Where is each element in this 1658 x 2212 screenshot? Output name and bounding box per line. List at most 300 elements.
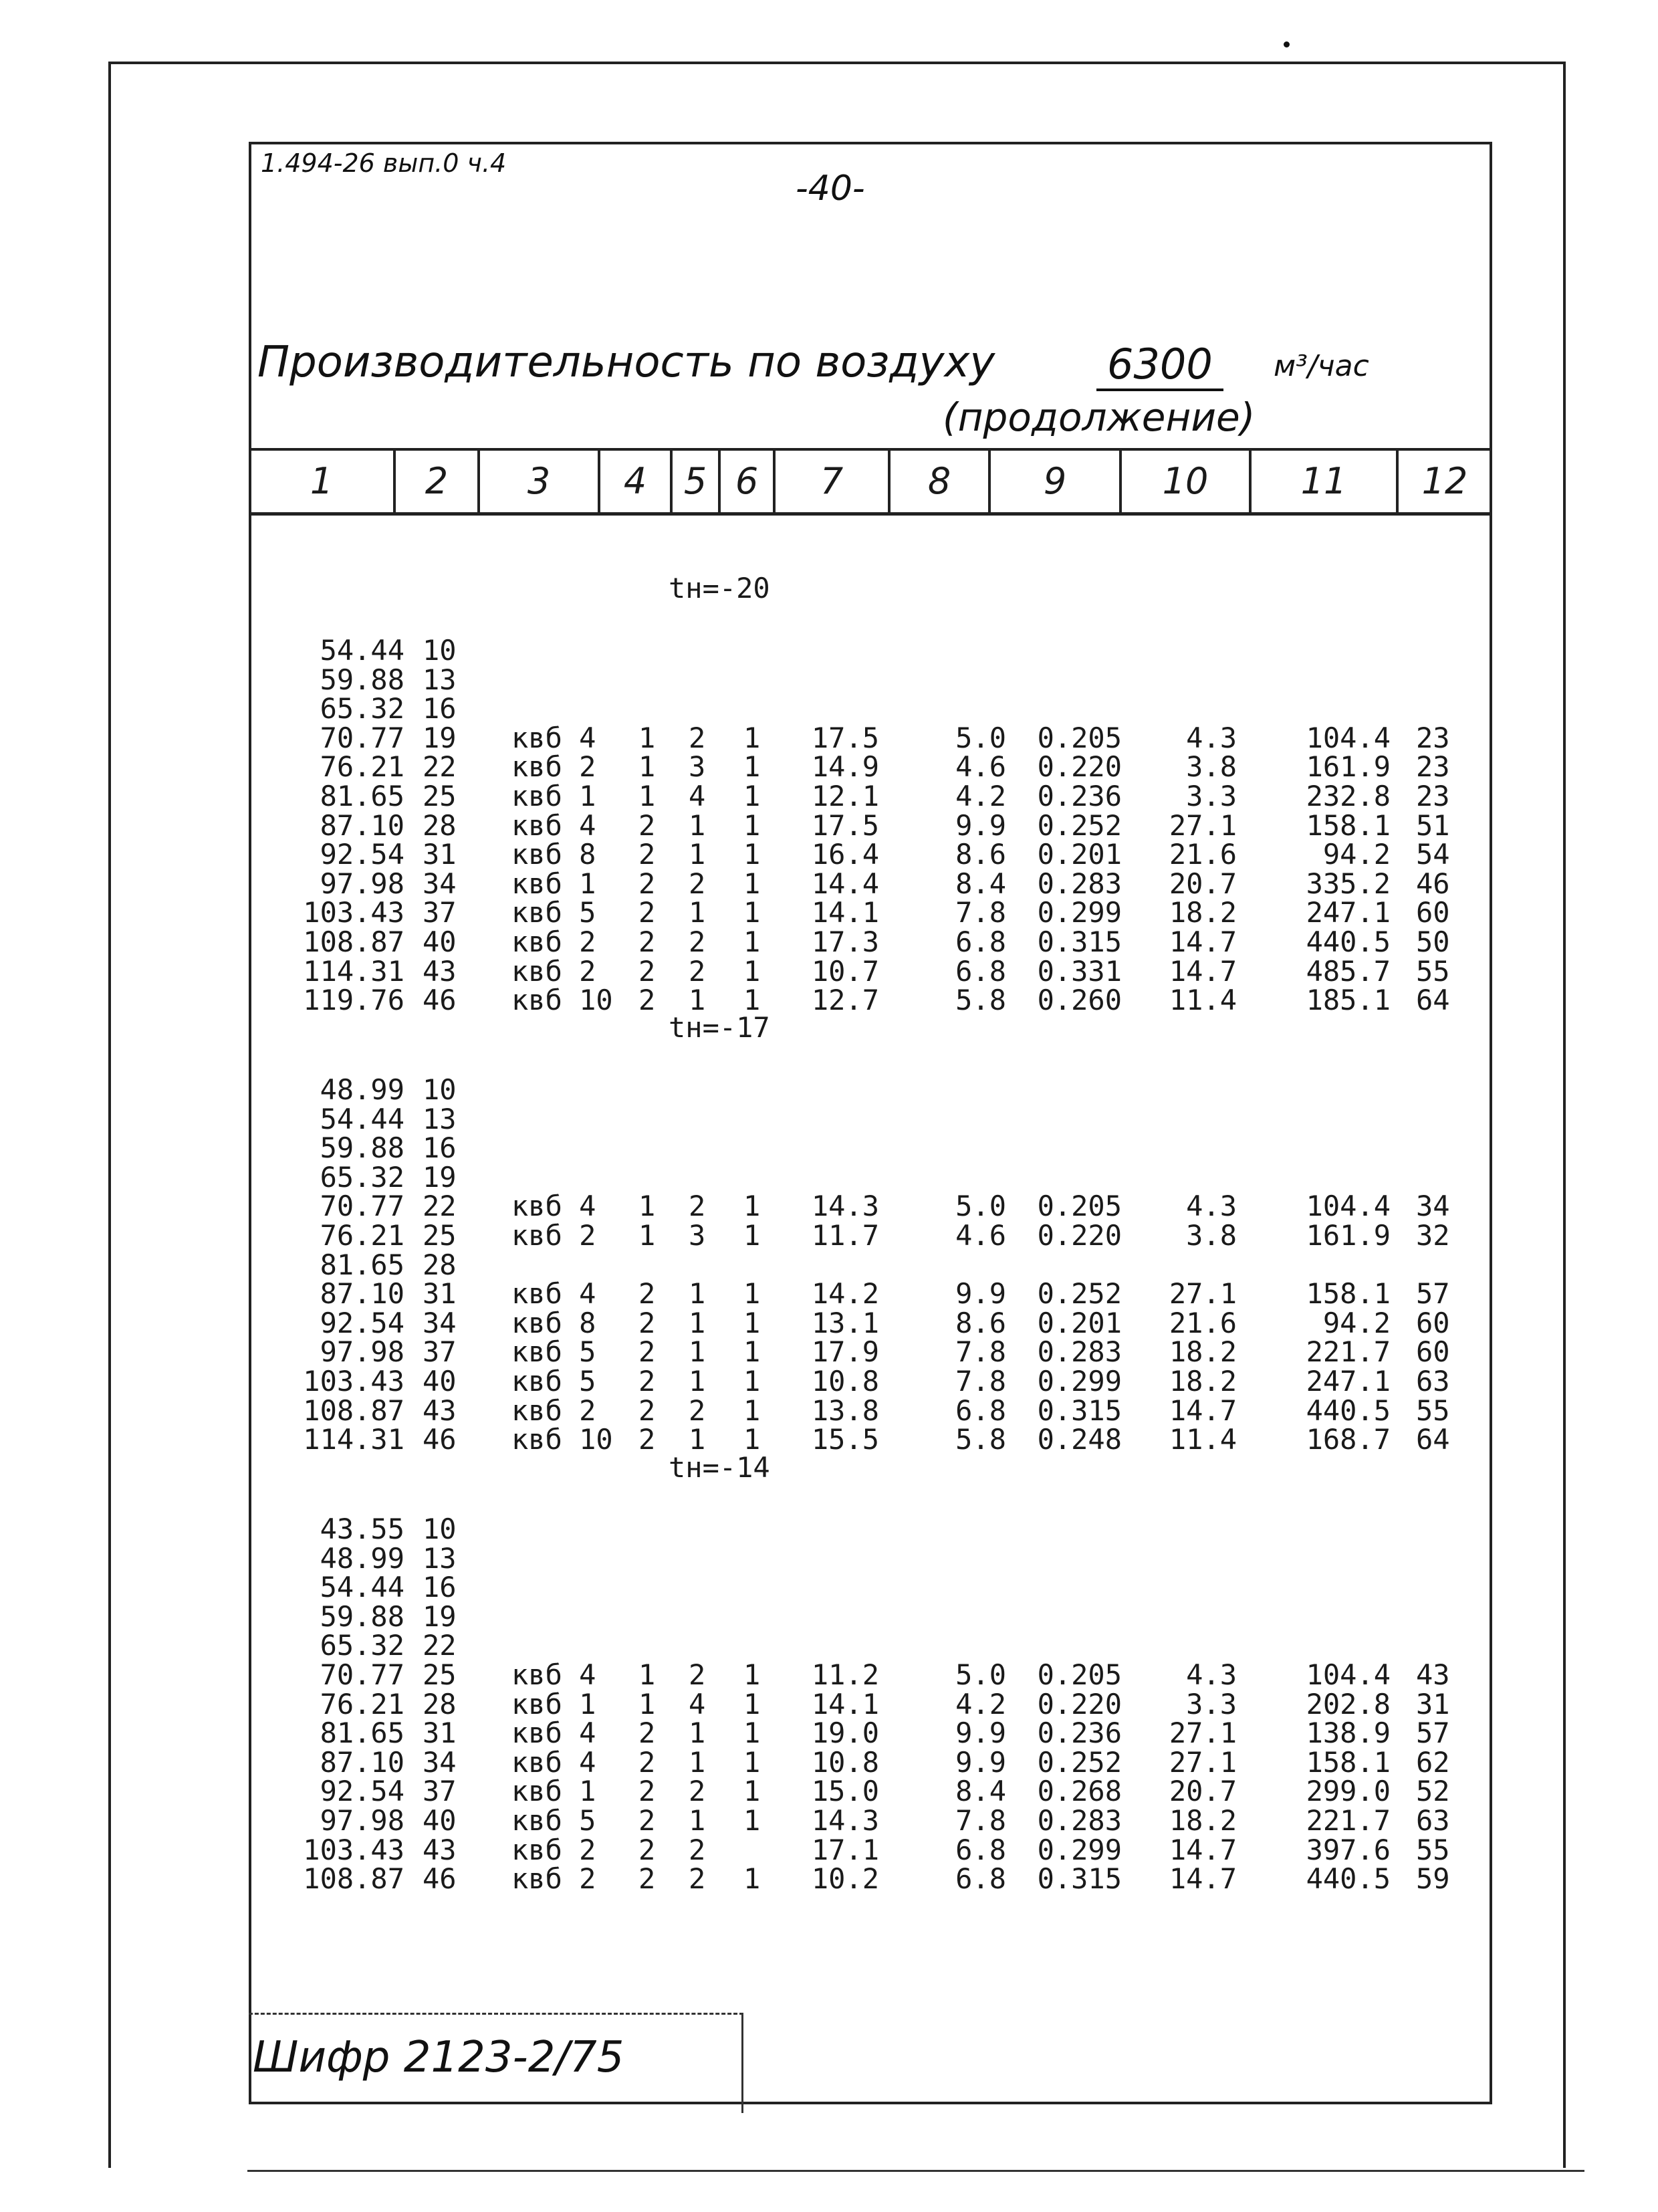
cell-col-10: 21.6: [1169, 1306, 1237, 1339]
cell-col-12: 60: [1416, 896, 1450, 929]
cell-col-11: 168.7: [1306, 1423, 1391, 1456]
cell-col-8: 8.4: [955, 867, 1006, 900]
cell-col-8: 7.8: [955, 896, 1006, 929]
cell-col-5: 2: [689, 721, 706, 754]
cell-col-5: 4: [689, 1687, 706, 1721]
cell-col-2: 43: [423, 1833, 457, 1866]
cell-col-12: 46: [1416, 867, 1450, 900]
cell-col-2: 16: [423, 1131, 457, 1165]
cell-col-3: квб 4: [511, 1190, 596, 1223]
cell-col-7: 11.7: [811, 1219, 879, 1252]
cell-col-1: 59.88: [320, 663, 404, 696]
cell-col-4: 1: [638, 750, 656, 784]
cell-col-9: 0.201: [1037, 838, 1122, 871]
cell-col-5: 2: [689, 925, 706, 958]
cell-col-12: 23: [1416, 721, 1450, 754]
cell-col-8: 6.8: [955, 1394, 1006, 1427]
cell-col-10: 11.4: [1169, 1423, 1237, 1456]
cell-col-4: 2: [638, 838, 656, 871]
section-label: tн=-14: [669, 1451, 770, 1484]
cell-col-11: 104.4: [1306, 721, 1391, 754]
cell-col-1: 65.32: [320, 692, 404, 726]
cell-col-1: 76.21: [320, 1687, 404, 1721]
cell-col-7: 14.2: [811, 1277, 879, 1311]
cell-col-7: 15.0: [811, 1775, 879, 1808]
cell-col-6: 1: [743, 1804, 761, 1837]
cell-col-2: 10: [423, 1513, 457, 1545]
title-unit: м³/час: [1274, 349, 1369, 383]
cell-col-4: 2: [638, 1423, 656, 1456]
cell-col-5: 2: [689, 1190, 706, 1223]
cell-col-7: 12.1: [811, 780, 879, 812]
cell-col-5: 2: [689, 1862, 706, 1896]
cell-col-8: 7.8: [955, 1335, 1006, 1369]
cell-col-7: 14.3: [811, 1190, 879, 1223]
cell-col-1: 54.44: [320, 1571, 404, 1604]
cell-col-6: 1: [743, 808, 761, 842]
cell-col-2: 10: [423, 1073, 457, 1106]
cell-col-1: 119.76: [303, 984, 404, 1017]
cell-col-12: 34: [1416, 1190, 1450, 1223]
cell-col-5: 1: [689, 1717, 706, 1750]
cell-col-4: 2: [638, 984, 656, 1017]
cell-col-12: 55: [1416, 1394, 1450, 1427]
cell-col-6: 1: [743, 1190, 761, 1223]
cell-col-3: квб 2: [511, 1394, 596, 1427]
cell-col-1: 54.44: [320, 634, 404, 667]
cell-col-10: 27.1: [1169, 1745, 1237, 1779]
cell-col-6: 1: [743, 1306, 761, 1339]
section-label: tн=-17: [669, 1011, 770, 1044]
cell-col-10: 14.7: [1169, 954, 1237, 988]
cell-col-11: 185.1: [1306, 984, 1391, 1017]
column-header-8: 8: [891, 449, 991, 512]
cell-col-2: 16: [423, 1571, 457, 1604]
cell-col-12: 54: [1416, 838, 1450, 871]
cell-col-10: 14.7: [1169, 1394, 1237, 1427]
cell-col-2: 46: [423, 984, 457, 1017]
cell-col-5: 2: [689, 867, 706, 900]
cell-col-7: 14.9: [811, 750, 879, 784]
cell-col-9: 0.331: [1037, 954, 1122, 988]
cell-col-5: 1: [689, 1306, 706, 1339]
cell-col-12: 57: [1416, 1277, 1450, 1311]
cell-col-2: 28: [423, 1687, 457, 1721]
cell-col-10: 3.8: [1186, 750, 1237, 784]
cell-col-3: квб 4: [511, 1717, 596, 1750]
cell-col-2: 34: [423, 867, 457, 900]
cell-col-9: 0.299: [1037, 896, 1122, 929]
cell-col-10: 4.3: [1186, 721, 1237, 754]
cell-col-9: 0.299: [1037, 1833, 1122, 1866]
cell-col-9: 0.248: [1037, 1423, 1122, 1456]
cell-col-2: 40: [423, 1365, 457, 1398]
page-number: -40-: [796, 169, 865, 209]
cell-col-3: квб 4: [511, 1277, 596, 1311]
cell-col-1: 65.32: [320, 1629, 404, 1662]
cell-col-1: 97.98: [320, 867, 404, 900]
cell-col-9: 0.268: [1037, 1775, 1122, 1808]
page-subtitle: (продолжение): [943, 395, 1256, 440]
cell-col-12: 60: [1416, 1306, 1450, 1339]
cell-col-4: 2: [638, 1804, 656, 1837]
cell-col-5: 2: [689, 1658, 706, 1691]
cell-col-10: 21.6: [1169, 838, 1237, 871]
cell-col-9: 0.252: [1037, 1745, 1122, 1779]
cell-col-12: 62: [1416, 1745, 1450, 1779]
cell-col-6: 1: [743, 1658, 761, 1691]
cell-col-6: 1: [743, 1775, 761, 1808]
column-header-12: 12: [1421, 459, 1468, 502]
cell-col-2: 40: [423, 1804, 457, 1837]
cell-col-8: 7.8: [955, 1804, 1006, 1837]
cell-col-8: 4.2: [955, 780, 1006, 812]
cell-col-9: 0.236: [1037, 780, 1122, 812]
cell-col-12: 43: [1416, 1658, 1450, 1691]
section-label: tн=-20: [669, 572, 770, 604]
cell-col-8: 6.8: [955, 1833, 1006, 1866]
cell-col-4: 2: [638, 1862, 656, 1896]
cell-col-7: 10.7: [811, 954, 879, 988]
cell-col-10: 18.2: [1169, 896, 1237, 929]
cell-col-2: 37: [423, 1775, 457, 1808]
cell-col-3: квб 5: [511, 896, 596, 929]
cell-col-12: 57: [1416, 1717, 1450, 1750]
cell-col-12: 50: [1416, 925, 1450, 958]
cell-col-7: 16.4: [811, 838, 879, 871]
cell-col-8: 4.6: [955, 1219, 1006, 1252]
cell-col-6: 1: [743, 1277, 761, 1311]
cell-col-3: квб 1: [511, 867, 596, 900]
cell-col-1: 48.99: [320, 1541, 404, 1575]
cell-col-4: 2: [638, 1833, 656, 1866]
cell-col-1: 59.88: [320, 1131, 404, 1165]
cell-col-8: 9.9: [955, 1717, 1006, 1750]
cell-col-12: 55: [1416, 954, 1450, 988]
cell-col-2: 22: [423, 1629, 457, 1662]
cell-col-8: 9.9: [955, 1745, 1006, 1779]
cell-col-4: 2: [638, 925, 656, 958]
cell-col-3: квб 5: [511, 1804, 596, 1837]
cell-col-11: 161.9: [1306, 1219, 1391, 1252]
cell-col-5: 1: [689, 1335, 706, 1369]
cell-col-2: 13: [423, 663, 457, 696]
cell-col-5: 1: [689, 896, 706, 929]
cell-col-4: 2: [638, 1394, 656, 1427]
cell-col-11: 94.2: [1322, 1306, 1391, 1339]
cell-col-10: 4.3: [1186, 1658, 1237, 1691]
cell-col-1: 70.77: [320, 1190, 404, 1223]
cell-col-6: 1: [743, 1423, 761, 1456]
cell-col-4: 2: [638, 896, 656, 929]
cell-col-11: 104.4: [1306, 1190, 1391, 1223]
cell-col-10: 14.7: [1169, 1862, 1237, 1896]
cell-col-12: 59: [1416, 1862, 1450, 1896]
cell-col-6: 1: [743, 867, 761, 900]
column-header-2: 2: [396, 449, 480, 512]
cell-col-2: 10: [423, 634, 457, 667]
cell-col-4: 2: [638, 1775, 656, 1808]
cell-col-8: 8.6: [955, 1306, 1006, 1339]
cell-col-7: 14.1: [811, 896, 879, 929]
cell-col-9: 0.205: [1037, 721, 1122, 754]
cell-col-12: 51: [1416, 808, 1450, 842]
cell-col-2: 19: [423, 1160, 457, 1194]
cell-col-8: 5.8: [955, 1423, 1006, 1456]
cell-col-6: 1: [743, 1717, 761, 1750]
cell-col-3: квб 2: [511, 750, 596, 784]
cell-col-1: 92.54: [320, 1306, 404, 1339]
cell-col-9: 0.283: [1037, 1335, 1122, 1369]
cell-col-11: 138.9: [1306, 1717, 1391, 1750]
cell-col-5: 2: [689, 1833, 706, 1866]
cell-col-12: 32: [1416, 1219, 1450, 1252]
cell-col-9: 0.283: [1037, 1804, 1122, 1837]
cell-col-11: 232.8: [1306, 780, 1391, 812]
cell-col-2: 31: [423, 838, 457, 871]
cell-col-1: 108.87: [303, 1394, 404, 1427]
cell-col-5: 1: [689, 808, 706, 842]
cell-col-4: 2: [638, 808, 656, 842]
cell-col-2: 25: [423, 1219, 457, 1252]
document-code: 1.494-26 вып.0 ч.4: [261, 148, 507, 178]
cell-col-6: 1: [743, 1335, 761, 1369]
cell-col-2: 19: [423, 1599, 457, 1633]
cell-col-2: 16: [423, 692, 457, 726]
cell-col-5: 2: [689, 1394, 706, 1427]
cell-col-6: 1: [743, 896, 761, 929]
cell-col-1: 70.77: [320, 721, 404, 754]
cell-col-7: 17.5: [811, 808, 879, 842]
cell-col-3: квб 4: [511, 1658, 596, 1691]
cell-col-8: 6.8: [955, 1862, 1006, 1896]
cell-col-1: 108.87: [303, 1862, 404, 1896]
cell-col-4: 2: [638, 1277, 656, 1311]
cell-col-1: 43.55: [320, 1513, 404, 1545]
column-header-3: 3: [480, 449, 600, 512]
cell-col-2: 37: [423, 896, 457, 929]
cell-col-8: 8.6: [955, 838, 1006, 871]
cell-col-4: 1: [638, 721, 656, 754]
bottom-rule: [247, 2170, 1584, 2172]
cell-col-2: 46: [423, 1423, 457, 1456]
cell-col-4: 1: [638, 1687, 656, 1721]
cell-col-1: 48.99: [320, 1073, 404, 1106]
cell-col-10: 18.2: [1169, 1804, 1237, 1837]
cell-col-7: 14.4: [811, 867, 879, 900]
cell-col-11: 202.8: [1306, 1687, 1391, 1721]
cell-col-9: 0.220: [1037, 1219, 1122, 1252]
cell-col-5: 1: [689, 1423, 706, 1456]
title-value: 6300: [1096, 340, 1223, 391]
cell-col-11: 440.5: [1306, 925, 1391, 958]
cell-col-10: 4.3: [1186, 1190, 1237, 1223]
cell-col-3: квб 8: [511, 838, 596, 871]
cell-col-1: 81.65: [320, 1717, 404, 1750]
cell-col-1: 81.65: [320, 780, 404, 812]
cell-col-10: 27.1: [1169, 1277, 1237, 1311]
cell-col-4: 1: [638, 1190, 656, 1223]
page-title: Производительность по воздуху: [257, 338, 995, 387]
cell-col-6: 1: [743, 925, 761, 958]
cell-col-9: 0.205: [1037, 1190, 1122, 1223]
cell-col-4: 1: [638, 780, 656, 812]
cell-col-8: 9.9: [955, 808, 1006, 842]
cell-col-1: 103.43: [303, 896, 404, 929]
cell-col-5: 3: [689, 750, 706, 784]
cell-col-11: 221.7: [1306, 1804, 1391, 1837]
cell-col-9: 0.283: [1037, 867, 1122, 900]
cell-col-3: квб 8: [511, 1306, 596, 1339]
cell-col-10: 14.7: [1169, 925, 1237, 958]
cell-col-10: 20.7: [1169, 867, 1237, 900]
cell-col-1: 54.44: [320, 1102, 404, 1135]
cell-col-11: 440.5: [1306, 1862, 1391, 1896]
cell-col-3: квб 1: [511, 780, 596, 812]
cell-col-2: 37: [423, 1335, 457, 1369]
cell-col-4: 2: [638, 1335, 656, 1369]
cell-col-8: 4.2: [955, 1687, 1006, 1721]
cell-col-12: 31: [1416, 1687, 1450, 1721]
cell-col-6: 1: [743, 954, 761, 988]
cell-col-7: 14.1: [811, 1687, 879, 1721]
cell-col-5: 2: [689, 954, 706, 988]
cell-col-4: 2: [638, 867, 656, 900]
cell-col-7: 17.3: [811, 925, 879, 958]
cell-col-10: 27.1: [1169, 1717, 1237, 1750]
cell-col-1: 103.43: [303, 1833, 404, 1866]
column-header-1: 1: [250, 449, 396, 512]
cell-col-9: 0.220: [1037, 750, 1122, 784]
stamp-code: Шифр 2123-2/75: [253, 2033, 624, 2082]
cell-col-11: 221.7: [1306, 1335, 1391, 1369]
cell-col-1: 87.10: [320, 1277, 404, 1311]
column-header-10: 10: [1122, 449, 1252, 512]
cell-col-1: 97.98: [320, 1335, 404, 1369]
cell-col-12: 52: [1416, 1775, 1450, 1808]
cell-col-1: 76.21: [320, 1219, 404, 1252]
cell-col-4: 2: [638, 1717, 656, 1750]
cell-col-11: 299.0: [1306, 1775, 1391, 1808]
cell-col-12: 63: [1416, 1365, 1450, 1398]
cell-col-2: 40: [423, 925, 457, 958]
cell-col-9: 0.201: [1037, 1306, 1122, 1339]
cell-col-8: 5.0: [955, 1190, 1006, 1223]
cell-col-5: 1: [689, 1745, 706, 1779]
cell-col-6: 1: [743, 750, 761, 784]
cell-col-1: 87.10: [320, 1745, 404, 1779]
cell-col-11: 158.1: [1306, 808, 1391, 842]
cell-col-2: 34: [423, 1306, 457, 1339]
column-header-9: 9: [991, 449, 1122, 512]
cell-col-3: квб 10: [511, 1423, 613, 1456]
cell-col-11: 94.2: [1322, 838, 1391, 871]
cell-col-12: 23: [1416, 780, 1450, 812]
cell-col-6: 1: [743, 1862, 761, 1896]
cell-col-3: квб 10: [511, 984, 613, 1017]
cell-col-8: 9.9: [955, 1277, 1006, 1311]
cell-col-8: 4.6: [955, 750, 1006, 784]
cell-col-3: квб 2: [511, 1862, 596, 1896]
cell-col-10: 3.3: [1186, 780, 1237, 812]
cell-col-11: 247.1: [1306, 896, 1391, 929]
cell-col-11: 158.1: [1306, 1277, 1391, 1311]
cell-col-7: 15.5: [811, 1423, 879, 1456]
cell-col-2: 28: [423, 1248, 457, 1281]
cell-col-11: 335.2: [1306, 867, 1391, 900]
cell-col-6: 1: [743, 1745, 761, 1779]
cell-col-3: квб 1: [511, 1687, 596, 1721]
cell-col-10: 27.1: [1169, 808, 1237, 842]
cell-col-6: 1: [743, 838, 761, 871]
cell-col-9: 0.299: [1037, 1365, 1122, 1398]
cell-col-6: 1: [743, 721, 761, 754]
cell-col-2: 19: [423, 721, 457, 754]
cell-col-2: 22: [423, 750, 457, 784]
cell-col-2: 31: [423, 1717, 457, 1750]
cell-col-2: 46: [423, 1862, 457, 1896]
cell-col-9: 0.260: [1037, 984, 1122, 1017]
cell-col-10: 18.2: [1169, 1365, 1237, 1398]
cell-col-5: 2: [689, 1775, 706, 1808]
cell-col-12: 64: [1416, 984, 1450, 1017]
cell-col-10: 18.2: [1169, 1335, 1237, 1369]
cell-col-1: 114.31: [303, 1423, 404, 1456]
cell-col-3: квб 5: [511, 1335, 596, 1369]
cell-col-3: квб 2: [511, 1219, 596, 1252]
cell-col-7: 13.1: [811, 1306, 879, 1339]
cell-col-2: 31: [423, 1277, 457, 1311]
cell-col-12: 55: [1416, 1833, 1450, 1866]
cell-col-11: 158.1: [1306, 1745, 1391, 1779]
cell-col-2: 43: [423, 1394, 457, 1427]
cell-col-11: 397.6: [1306, 1833, 1391, 1866]
cell-col-9: 0.315: [1037, 925, 1122, 958]
cell-col-5: 1: [689, 1804, 706, 1837]
cell-col-2: 13: [423, 1541, 457, 1575]
cell-col-12: 60: [1416, 1335, 1450, 1369]
cell-col-3: квб 2: [511, 954, 596, 988]
cell-col-10: 3.8: [1186, 1219, 1237, 1252]
cell-col-8: 5.0: [955, 1658, 1006, 1691]
cell-col-3: квб 4: [511, 721, 596, 754]
cell-col-4: 1: [638, 1219, 656, 1252]
cell-col-11: 161.9: [1306, 750, 1391, 784]
column-header-7: 7: [776, 449, 891, 512]
header-bottom-rule: [250, 512, 1491, 516]
cell-col-6: 1: [743, 1219, 761, 1252]
column-header-5: 5: [673, 449, 721, 512]
cell-col-4: 2: [638, 954, 656, 988]
cell-col-9: 0.236: [1037, 1717, 1122, 1750]
cell-col-9: 0.205: [1037, 1658, 1122, 1691]
cell-col-6: 1: [743, 1365, 761, 1398]
cell-col-1: 65.32: [320, 1160, 404, 1194]
cell-col-11: 440.5: [1306, 1394, 1391, 1427]
cell-col-1: 92.54: [320, 1775, 404, 1808]
cell-col-6: 1: [743, 1394, 761, 1427]
cell-col-8: 6.8: [955, 954, 1006, 988]
cell-col-1: 59.88: [320, 1599, 404, 1633]
cell-col-2: 34: [423, 1745, 457, 1779]
cell-col-6: 1: [743, 1687, 761, 1721]
cell-col-12: 63: [1416, 1804, 1450, 1837]
cell-col-7: 19.0: [811, 1717, 879, 1750]
cell-col-9: 0.220: [1037, 1687, 1122, 1721]
cell-col-1: 92.54: [320, 838, 404, 871]
cell-col-7: 17.9: [811, 1335, 879, 1369]
cell-col-2: 25: [423, 1658, 457, 1691]
